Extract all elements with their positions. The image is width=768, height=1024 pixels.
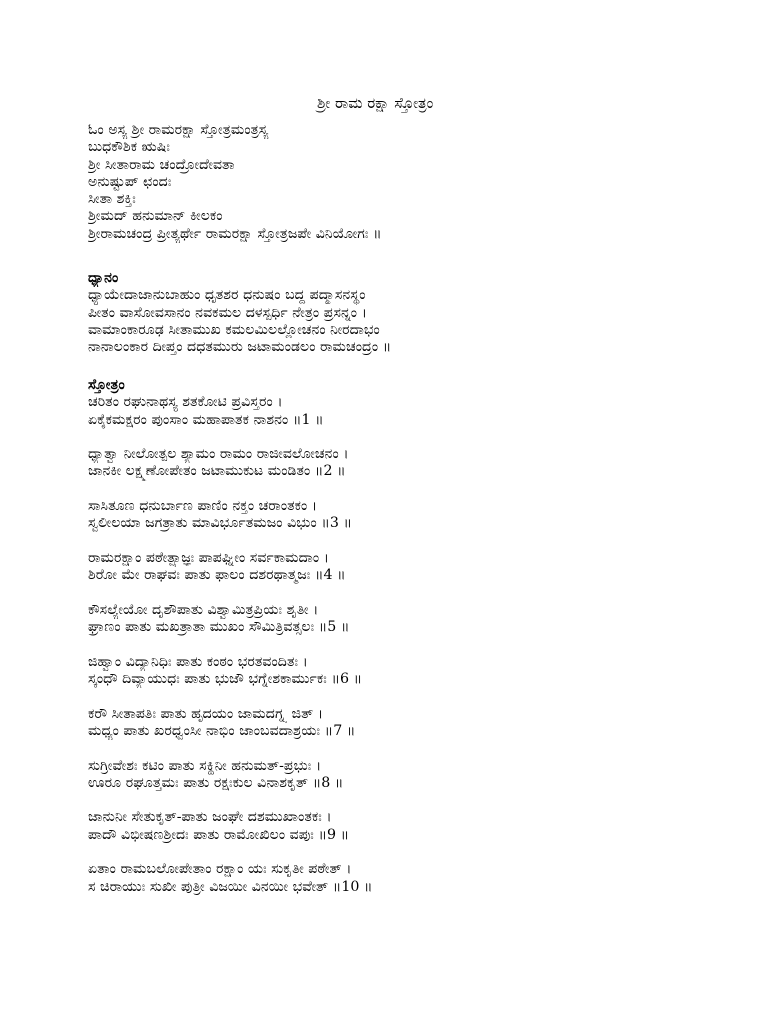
verse-line: ಮಧ್ಯಂ ಪಾತು ಖರಧ್ವಂಸೀ ನಾಭಿಂ ಜಾಂಬವದಾಶ್ರಯಃ ॥7 ॥ [88,722,356,739]
dhyanam-section [88,270,748,356]
verse-line: ಸ್ವಲೀಲಯಾ ಜಗತ್ರಾತು ಮಾವಿರ್ಭೂತಮಜಂ ವಿಭುಂ ॥3 ॥ [88,515,353,532]
verse-line: ಏತಾಂ ರಾಮಬಲೋಪೇತಾಂ ರಕ್ಷಾಂ ಯಃ ಸುಕೃತೀ ಪಠೇತ್ । [88,861,352,878]
stotram-section [88,377,748,896]
intro-line: ಓಂ ಅಸ್ಯ ಶ್ರೀ ರಾಮರಕ್ಷಾ ಸ್ತೋತ್ರಮಂತ್ರಸ್ಯ [88,122,269,138]
verse-line: ಜಾನಕೀ ಲಕ್ಷ್ಮಣೋಪೇತಂ ಜಟಾಮುಕುಟ ಮಂಡಿತಂ ॥2 ॥ [88,463,346,480]
verse-line: ಘ್ರಾಣಂ ಪಾತು ಮಖತ್ರಾತಾ ಮುಖಂ ಸೌಮಿತ್ರಿವತ್ಸಲಃ ॥5 ॥ [88,619,350,636]
dhyanam-heading: ಧ್ಯಾನಂ [88,270,119,286]
intro-block [88,122,748,243]
verse-line: ಚರಿತಂ ರಘುನಾಥಸ್ಯ ಶತಕೋಟಿ ಪ್ರವಿಸ್ತರಂ । [88,394,283,411]
dhyanam-line: ಧ್ಯಾಯೇದಾಜಾನುಬಾಹುಂ ಧೃತಶರ ಧನುಷಂ ಬದ್ದ ಪದ್ಮಾಸನಸ್ಥಂ [88,287,366,304]
intro-line: ಶ್ರೀ ಸೀತಾರಾಮ ಚಂದ್ರೋದೇವತಾ [88,156,235,173]
verse-line: ಸಾಸಿತೂಣ ಧನುರ್ಬಾಣ ಪಾಣಿಂ ನಕ್ತಂ ಚರಾಂತಕಂ । [88,498,318,515]
verse-line: ಜಾನುನೀ ಸೇತುಕೃತ್-ಪಾತು ಜಂಘೇ ದಶಮುಖಾಂತಕಃ । [88,809,332,826]
intro-line: ಸೀತಾ ಶಕ್ತಿಃ [88,191,136,208]
verse-line: ಕರೌ ಸೀತಾಪತಿಃ ಪಾತು ಹೃದಯಂ ಜಾಮದಗ್ನ್ಯ ಜಿತ್ । [88,705,324,722]
verse-line: ಸ್ಕಂಧೌ ದಿವ್ಯಾಯುಧಃ ಪಾತು ಭುಜೌ ಭಗ್ನೇಶಕಾರ್ಮುಕಃ ॥6 ॥ [88,671,363,688]
document-title: ಶ್ರೀ ರಾಮ ರಕ್ಷಾ ಸ್ತೋತ್ರಂ [317,94,434,112]
verse-line: ಜಿಹ್ವಾಂ ವಿದ್ಯಾನಿಧಿಃ ಪಾತು ಕಂಠಂ ಭರತವಂದಿತಃ । [88,653,308,670]
verse-line: ಸುಗ್ರೀವೇಶಃ ಕಟಿಂ ಪಾತು ಸಕ್ಥಿನೀ ಹನುಮತ್-ಪ್ರಭುಃ । [88,757,322,774]
intro-line: ಅನುಷ್ಟುಪ್ ಛಂದಃ [88,173,172,190]
verse-line: ಸ ಚಿರಾಯುಃ ಸುಖೀ ಪುತ್ರೀ ವಿಜಯೀ ವಿನಯೀ ಭವೇತ್ ॥10 ॥ [88,878,373,895]
verse-line: ಧ್ಯಾತ್ವಾ ನೀಲೋತ್ಪಲ ಶ್ಯಾಮಂ ರಾಮಂ ರಾಜೀವಲೋಚನಂ । [88,446,349,463]
verse-line: ಏಕೈಕಮಕ್ಷರಂ ಪುಂಸಾಂ ಮಹಾಪಾತಕ ನಾಶನಂ ॥1 ॥ [88,411,324,428]
verse-line: ಊರೂ ರಘೂತ್ತಮಃ ಪಾತು ರಕ್ಷಃಕುಲ ವಿನಾಶಕೃತ್ ॥8 ॥ [88,774,344,791]
intro-line: ಶ್ರೀರಾಮಚಂದ್ರ ಪ್ರೀತ್ಯರ್ಥೇ ರಾಮರಕ್ಷಾ ಸ್ತೋತ್ರಜಪೇ ವಿನಿಯೋಗಃ ॥ [88,225,382,242]
verse-line: ಕೌಸಲ್ಯೇಯೋ ದೃಶೌಪಾತು ವಿಶ್ವಾಮಿತ್ರಪ್ರಿಯಃ ಶೃತೀ । [88,601,319,618]
intro-line: ಬುಧಕೌಶಿಕ ಋಷಿಃ [88,139,170,156]
stotram-heading: ಸ್ತೋತ್ರಂ [88,377,125,393]
intro-line: ಶ್ರೀಮದ್ ಹನುಮಾನ್ ಕೀಲಕಂ [88,208,223,225]
verse-line: ಪಾದೌ ವಿಭೀಷಣಶ್ರೀದಃ ಪಾತು ರಾಮೋಖಿಲಂ ವಪುಃ ॥9 ॥ [88,826,350,843]
dhyanam-line: ವಾಮಾಂಕಾರೂಢ ಸೀತಾಮುಖ ಕಮಲಮಿಲಲ್ಲೋಚನಂ ನೀರದಾಭಂ [88,321,380,338]
dhyanam-line: ನಾನಾಲಂಕಾರ ದೀಪ್ತಂ ದಧತಮುರು ಜಟಾಮಂಡಲಂ ರಾಮಚಂದ್ರಂ ॥ [88,339,392,356]
verse-line: ಶಿರೋ ಮೇ ರಾಘವಃ ಪಾತು ಫಾಲಂ ದಶರಥಾತ್ಮಜಃ ॥4 ॥ [88,567,346,584]
dhyanam-line: ಪೀತಂ ವಾಸೋವಸಾನಂ ನವಕಮಲ ದಳಸ್ಪರ್ಧಿ ನೇತ್ರಂ ಪ್ರಸನ್ನಂ । [88,304,367,321]
verse-line: ರಾಮರಕ್ಷಾಂ ಪಠೇತ್ಪ್ರಾಜ್ಞಃ ಪಾಪಘ್ನೀಂ ಸರ್ವಕಾಮದಾಂ । [88,549,330,566]
